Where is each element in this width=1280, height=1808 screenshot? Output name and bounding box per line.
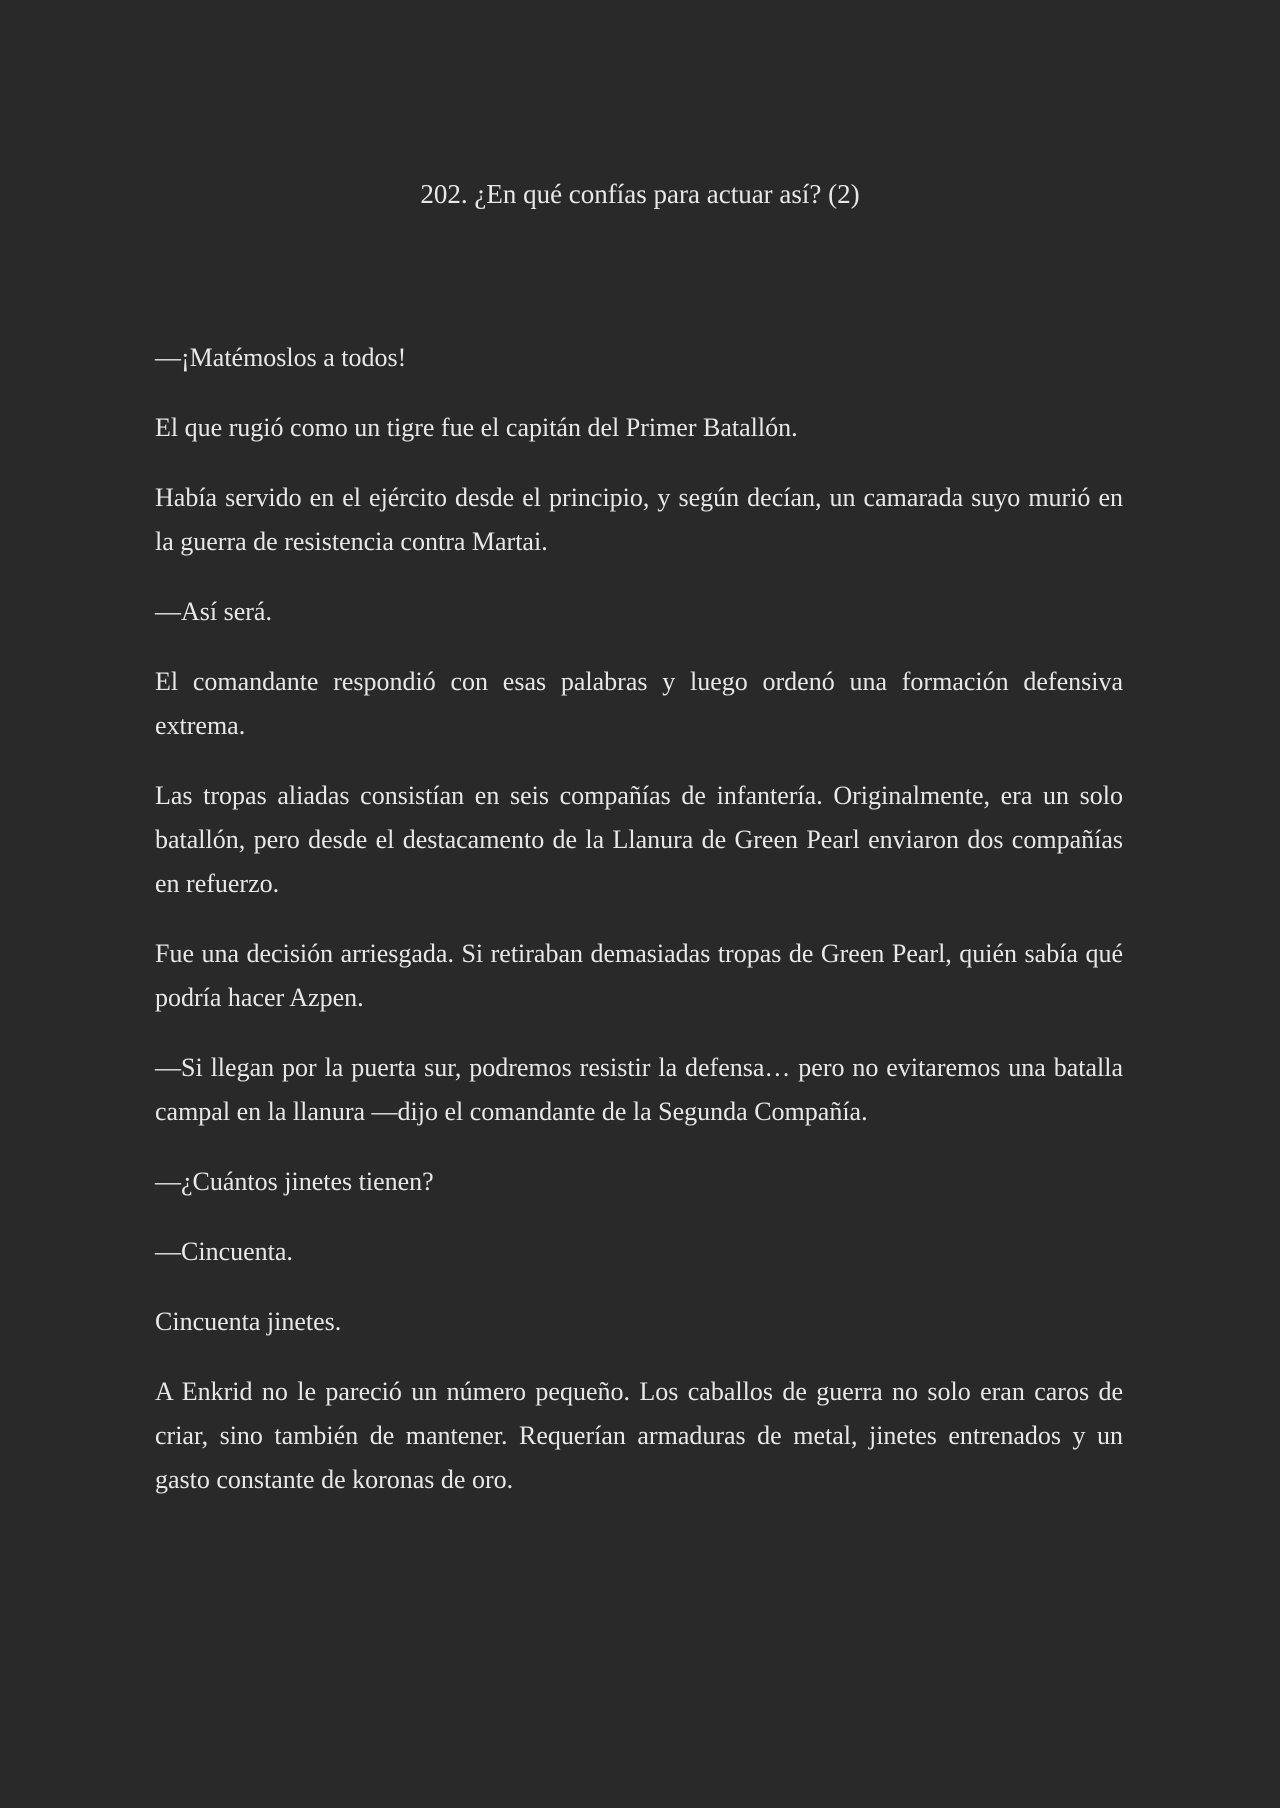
paragraph: —¿Cuántos jinetes tienen?: [155, 1167, 434, 1196]
paragraph: —Así será.: [155, 597, 272, 626]
paragraph: —¡Matémoslos a todos!: [155, 343, 407, 372]
chapter-title: 202. ¿En qué confías para actuar así? (2): [420, 179, 860, 209]
paragraph: Fue una decisión arriesgada. Si retiraban demasiadas tropas de Green Pearl, quién sabía qué podría hacer Azpen.: [155, 939, 1123, 1012]
paragraph: El comandante respondió con esas palabras y luego ordenó una formación defensiva extrema.: [155, 667, 1123, 740]
paragraph: El que rugió como un tigre fue el capitán del Primer Batallón.: [155, 413, 798, 442]
paragraph: —Si llegan por la puerta sur, podremos resistir la defensa… pero no evitaremos una batalla campal en la llanura —dijo el comandante de la Segunda Compañía.: [155, 1053, 1123, 1126]
paragraph: Las tropas aliadas consistían en seis compañías de infantería. Originalmente, era un solo batallón, pero desde el destacamento de la Llanura de Green Pearl enviaron dos compañías en refuerzo.: [155, 781, 1123, 898]
paragraph: Había servido en el ejército desde el principio, y según decían, un camarada suyo murió en la guerra de resistencia contra Martai.: [155, 483, 1123, 556]
paragraph: A Enkrid no le pareció un número pequeño. Los caballos de guerra no solo eran caros de criar, sino también de mantener. Requerían armaduras de metal, jinetes entrenados y un gasto constante de koronas de oro.: [155, 1377, 1123, 1494]
paragraph: Cincuenta jinetes.: [155, 1307, 342, 1336]
paragraph: —Cincuenta.: [155, 1237, 293, 1266]
chapter-body: [155, 336, 1123, 1528]
